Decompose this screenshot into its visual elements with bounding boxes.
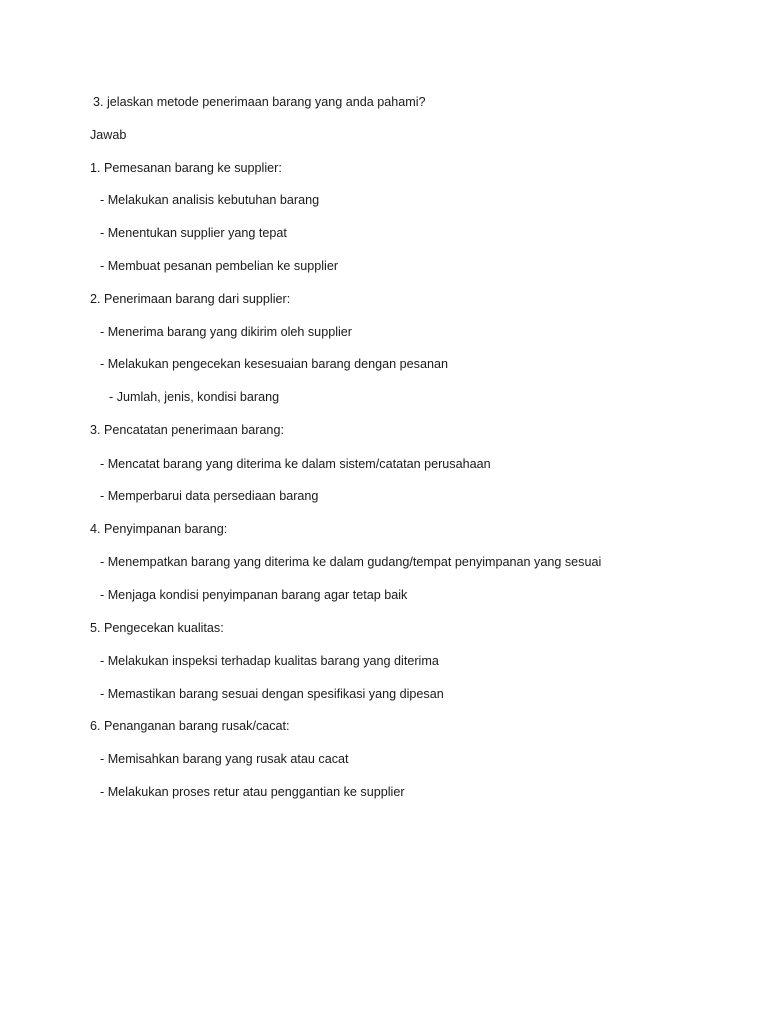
list-item: - Memastikan barang sesuai dengan spesifikasi yang dipesan [100,687,444,701]
section-heading: 5. Pengecekan kualitas: [90,621,224,635]
list-subitem: - Jumlah, jenis, kondisi barang [109,390,280,404]
section-heading: 6. Penanganan barang rusak/cacat: [90,719,290,733]
section-heading: 4. Penyimpanan barang: [90,522,228,536]
list-item: - Memisahkan barang yang rusak atau cacat [100,752,349,766]
list-item: - Memperbarui data persediaan barang [100,489,319,503]
list-item: - Membuat pesanan pembelian ke supplier [100,259,339,273]
list-item: - Menerima barang yang dikirim oleh supplier [100,325,352,339]
list-item: - Mencatat barang yang diterima ke dalam sistem/catatan perusahaan [100,457,491,471]
list-item: - Melakukan proses retur atau penggantian ke supplier [100,785,405,799]
question-text: 3. jelaskan metode penerimaan barang yang anda pahami? [93,95,426,109]
list-item: - Melakukan inspeksi terhadap kualitas barang yang diterima [100,654,439,668]
list-item: - Melakukan pengecekan kesesuaian barang dengan pesanan [100,357,448,371]
answer-label: Jawab [90,128,127,142]
list-item: - Melakukan analisis kebutuhan barang [100,193,320,207]
list-item: - Menentukan supplier yang tepat [100,226,287,240]
list-item: - Menempatkan barang yang diterima ke dalam gudang/tempat penyimpanan yang sesuai [100,555,602,569]
section-heading: 3. Pencatatan penerimaan barang: [90,423,284,437]
section-heading: 2. Penerimaan barang dari supplier: [90,292,291,306]
list-item: - Menjaga kondisi penyimpanan barang agar tetap baik [100,588,408,602]
section-heading: 1. Pemesanan barang ke supplier: [90,161,282,175]
